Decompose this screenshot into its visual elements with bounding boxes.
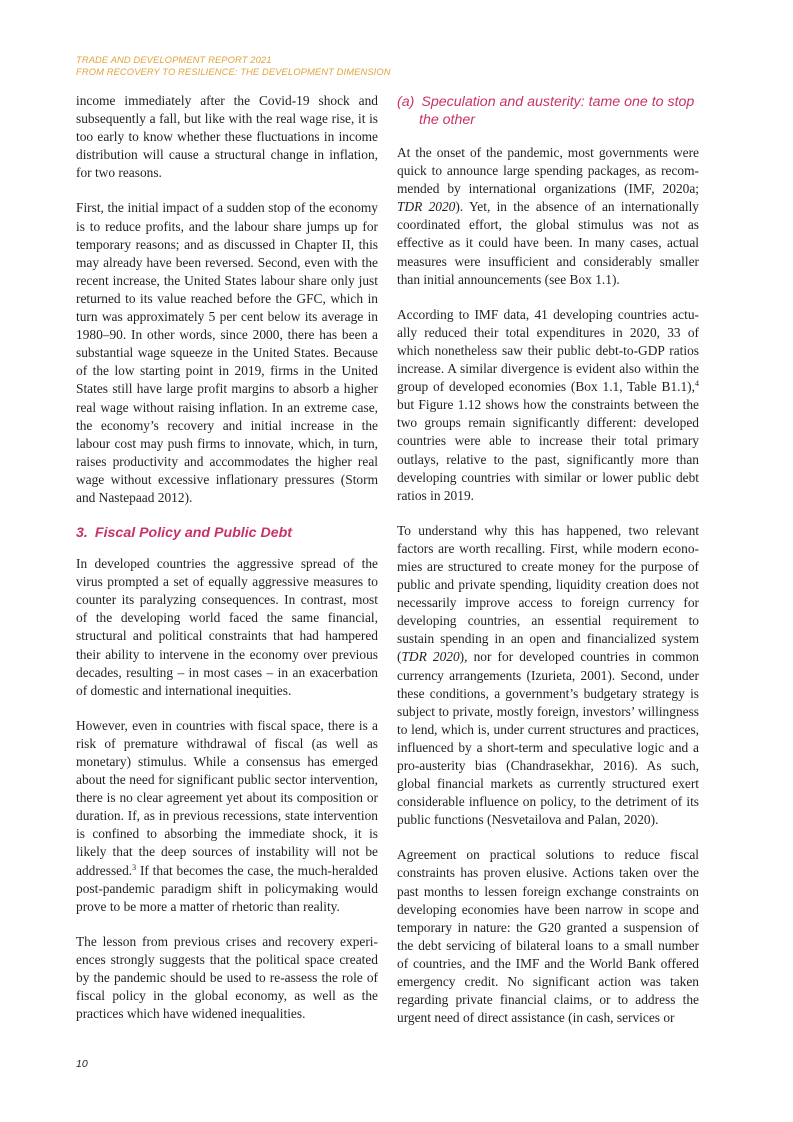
text-run: ). Yet, in the absence of an internationally coordinated effort, the global stimulus was not as effective as it could have been. In many cases, actual measures were insufficient and considerably smaller than initial announcements (see Box 1.1). bbox=[397, 199, 699, 287]
paragraph bbox=[397, 522, 699, 830]
subsection-heading: (a) Speculation and austerity: tame one to stop the other bbox=[397, 94, 695, 128]
paragraph: income immediately after the Covid-19 shock and subsequently a fall, but like with the real wage rise, it is too early to know whether these fluctuations in income distribution will cause a structural change in inflation, for two reasons. bbox=[76, 93, 378, 181]
text-run: To understand why this has happened, two relevant factors are worth recalling. First, while modern economies are structured to create money for the purpose of public and private spending, liquidity creation does not necessarily improve access to foreign currency for developing countries, an essential requirement to sustain spending in an open and financialized system ( bbox=[397, 522, 699, 665]
page-number: 10 bbox=[76, 1058, 88, 1070]
section-heading: 3. Fiscal Policy and Public Debt bbox=[76, 525, 293, 542]
paragraph: First, the initial impact of a sudden stop of the economy is to reduce profits, and the labour share jumps up for temporary reasons; and as discussed in Chapter II, this may already have been reversed. Second, even with the recent increase, the United States labour share only just returned to its value reached before the GFC, which in turn was approximately 5 per cent below its average in 1980–90. In other words, since 2000, there has been a substantial wage squeeze in the United States. Because of the low starting point in 2019, firms in the United States still have large profit margins to absorb a higher real wage without raising inflation. In an extreme case, the economy’s recovery and initial increase in the labour cost may push firms to innovate, which, in turn, raises productivity and accommodates the higher real wage without excessive inflationary pressures (Storm and Nastepaad 2012). bbox=[76, 200, 378, 505]
paragraph: Agreement on practical solutions to reduce fiscal constraints has proven elusive. Actions taken over the past months to lessen foreign exchange constraints on developing economies have been narrow in scope and temporary in nature: the G20 granted a suspension of the debt servicing of bilateral loans to a small number of countries, and the IMF and the World Bank offered emergency credit. No significant action was taken regarding private financial claims, or to address the urgent need of direct assistance (in cash, services or bbox=[397, 847, 699, 1026]
text-run: At the onset of the pandemic, most governments were quick to announce large spending packages, as recommended by international organizations (IMF, 2020a; bbox=[397, 145, 699, 197]
running-header bbox=[76, 54, 716, 78]
left-column bbox=[76, 92, 378, 1040]
paragraph: In developed countries the aggressive spread of the virus prompted a set of equally aggressive measures to counter its paralyzing consequences. In contrast, most of the developing world faced the same financial, structural and political constraints that had hampered their ability to intervene in the economy over previous decades, resulting – in most cases – in an exacerbation of domestic and international inequities. bbox=[76, 556, 378, 698]
citation-tdr: TDR 2020 bbox=[397, 199, 456, 215]
paragraph bbox=[76, 717, 378, 916]
paragraph bbox=[397, 144, 699, 289]
text-run: but Figure 1.12 shows how the constraints between the two groups remain significantly different: developed countries were able to increase their total primary outlays, relative to the past, significantly more than developing countries with similar or lower public debt ratios in 2019. bbox=[397, 397, 699, 503]
text-run: ), nor for developed countries in common currency arrangements (Izurieta, 2001). Second, under these conditions, a government’s budgetary strategy is subject to private, mostly foreign, investors’ willingness to lend, which is, under current structures and practices, influenced by a short-term and speculative logic and a pro-austerity bias (Chandrasekhar, 2016). As such, global financial markets as currently structured exert considerable influence on policy, to the detriment of its public functions (Nesvetailova and Palan, 2020). bbox=[397, 649, 699, 828]
footnote-ref[interactable]: 4 bbox=[695, 379, 699, 389]
text-run: However, even in countries with fiscal space, there is a risk of premature withdrawal of fiscal (as well as monetary) stimulus. While a consensus has emerged about the need for significant public sector intervention, there is no clear agreement yet about its composition or duration. If, as in previous recessions, state intervention is confined to absorbing the immediate shock, it is likely that the deep sources of instability will not be addressed. bbox=[76, 717, 378, 878]
right-column bbox=[397, 92, 699, 1044]
text-run: According to IMF data, 41 developing countries actually reduced their total expenditures in 2020, 33 of which nonetheless saw their public debt-to-GDP ratios increase. A similar divergence is evident also within the group of developed economies (Box 1.1, Table B1.1), bbox=[397, 306, 699, 395]
footnote-ref[interactable]: 3 bbox=[132, 862, 137, 872]
paragraph: The lesson from previous crises and recovery experiences strongly suggests that the political space created by the pandemic should be used to re-assess the role of fiscal policy in the global economy, as well as the practices which have widened inequalities. bbox=[76, 933, 378, 1022]
report-subtitle: FROM RECOVERY TO RESILIENCE: THE DEVELOPMENT DIMENSION bbox=[76, 66, 391, 77]
paragraph bbox=[397, 306, 699, 505]
text-run: If that becomes the case, the much-heralded post-pandemic paradigm shift in policymaking would prove to be more a matter of rhetoric than reality. bbox=[76, 862, 378, 914]
report-title: TRADE AND DEVELOPMENT REPORT 2021 bbox=[76, 54, 272, 65]
citation-tdr: TDR 2020 bbox=[401, 649, 460, 665]
